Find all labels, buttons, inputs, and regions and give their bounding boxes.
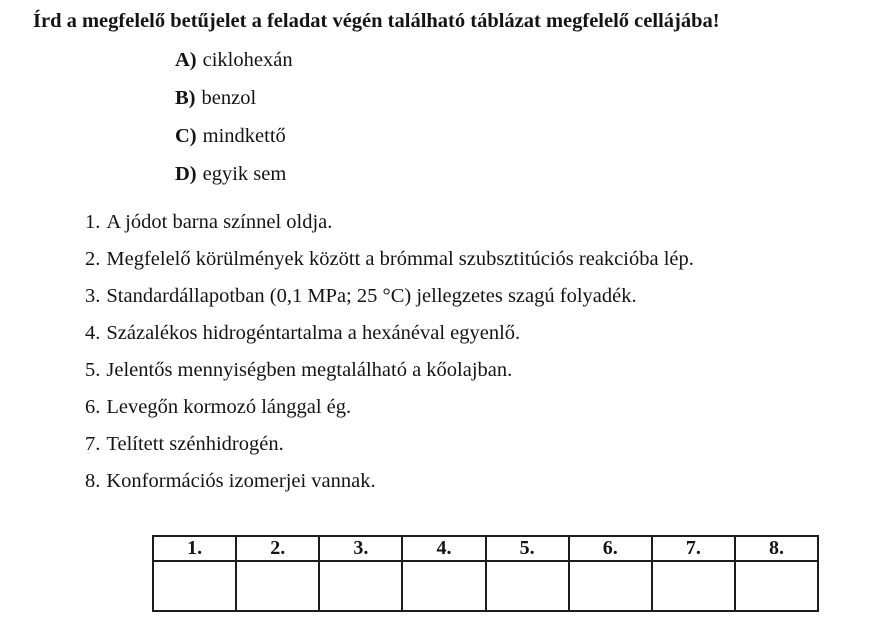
option-c	[175, 124, 293, 148]
option-letter: B)	[175, 87, 196, 109]
table-header-row	[153, 536, 818, 561]
answer-cell-7	[652, 561, 735, 611]
statement-8	[85, 469, 694, 493]
table-header-5: 5.	[486, 536, 569, 561]
answer-cell-5	[486, 561, 569, 611]
statements-list	[85, 210, 694, 506]
option-letter: D)	[175, 163, 197, 185]
table-header-4: 4.	[402, 536, 485, 561]
statement-text: Levegőn kormozó lánggal ég.	[106, 396, 352, 418]
statement-number: 4.	[85, 322, 101, 344]
option-letter: C)	[175, 125, 197, 147]
statement-number: 5.	[85, 359, 101, 381]
statement-text: Megfelelő körülmények között a brómmal szubsztitúciós reakcióba lép.	[106, 248, 694, 270]
statement-5	[85, 358, 694, 382]
statement-number: 6.	[85, 396, 101, 418]
statement-6	[85, 395, 694, 419]
answer-cell-3	[319, 561, 402, 611]
statement-4	[85, 321, 694, 345]
statement-number: 8.	[85, 470, 101, 492]
statement-3	[85, 284, 694, 308]
table-answer-row	[153, 561, 818, 611]
option-text: ciklohexán	[202, 49, 293, 71]
statement-number: 7.	[85, 433, 101, 455]
table-header-6: 6.	[569, 536, 652, 561]
option-a	[175, 48, 293, 72]
statement-text: A jódot barna színnel oldja.	[106, 211, 333, 233]
task-instruction: Írd a megfelelő betűjelet a feladat végén található táblázat megfelelő cellájába!	[33, 10, 720, 32]
option-text: benzol	[201, 87, 257, 109]
answer-options	[175, 48, 293, 200]
answer-cell-6	[569, 561, 652, 611]
answer-cell-8	[735, 561, 818, 611]
statement-2	[85, 247, 694, 271]
option-b	[175, 86, 293, 110]
statement-text: Standardállapotban (0,1 MPa; 25 °C) jellegzetes szagú folyadék.	[106, 285, 637, 307]
statement-number: 1.	[85, 211, 101, 233]
answer-cell-1	[153, 561, 236, 611]
answer-table	[152, 535, 819, 612]
option-d	[175, 162, 293, 186]
option-text: mindkettő	[202, 125, 286, 147]
answer-cell-4	[402, 561, 485, 611]
table-header-1: 1.	[153, 536, 236, 561]
statement-text: Jelentős mennyiségben megtalálható a kőolajban.	[106, 359, 513, 381]
answer-cell-2	[236, 561, 319, 611]
option-letter: A)	[175, 49, 197, 71]
statement-7	[85, 432, 694, 456]
statement-1	[85, 210, 694, 234]
statement-text: Telített szénhidrogén.	[106, 433, 284, 455]
option-text: egyik sem	[202, 163, 287, 185]
statement-number: 3.	[85, 285, 101, 307]
statement-number: 2.	[85, 248, 101, 270]
table-header-3: 3.	[319, 536, 402, 561]
table-header-7: 7.	[652, 536, 735, 561]
statement-text: Százalékos hidrogéntartalma a hexánéval egyenlő.	[106, 322, 521, 344]
statement-text: Konformációs izomerjei vannak.	[106, 470, 376, 492]
table-header-2: 2.	[236, 536, 319, 561]
table-header-8: 8.	[735, 536, 818, 561]
